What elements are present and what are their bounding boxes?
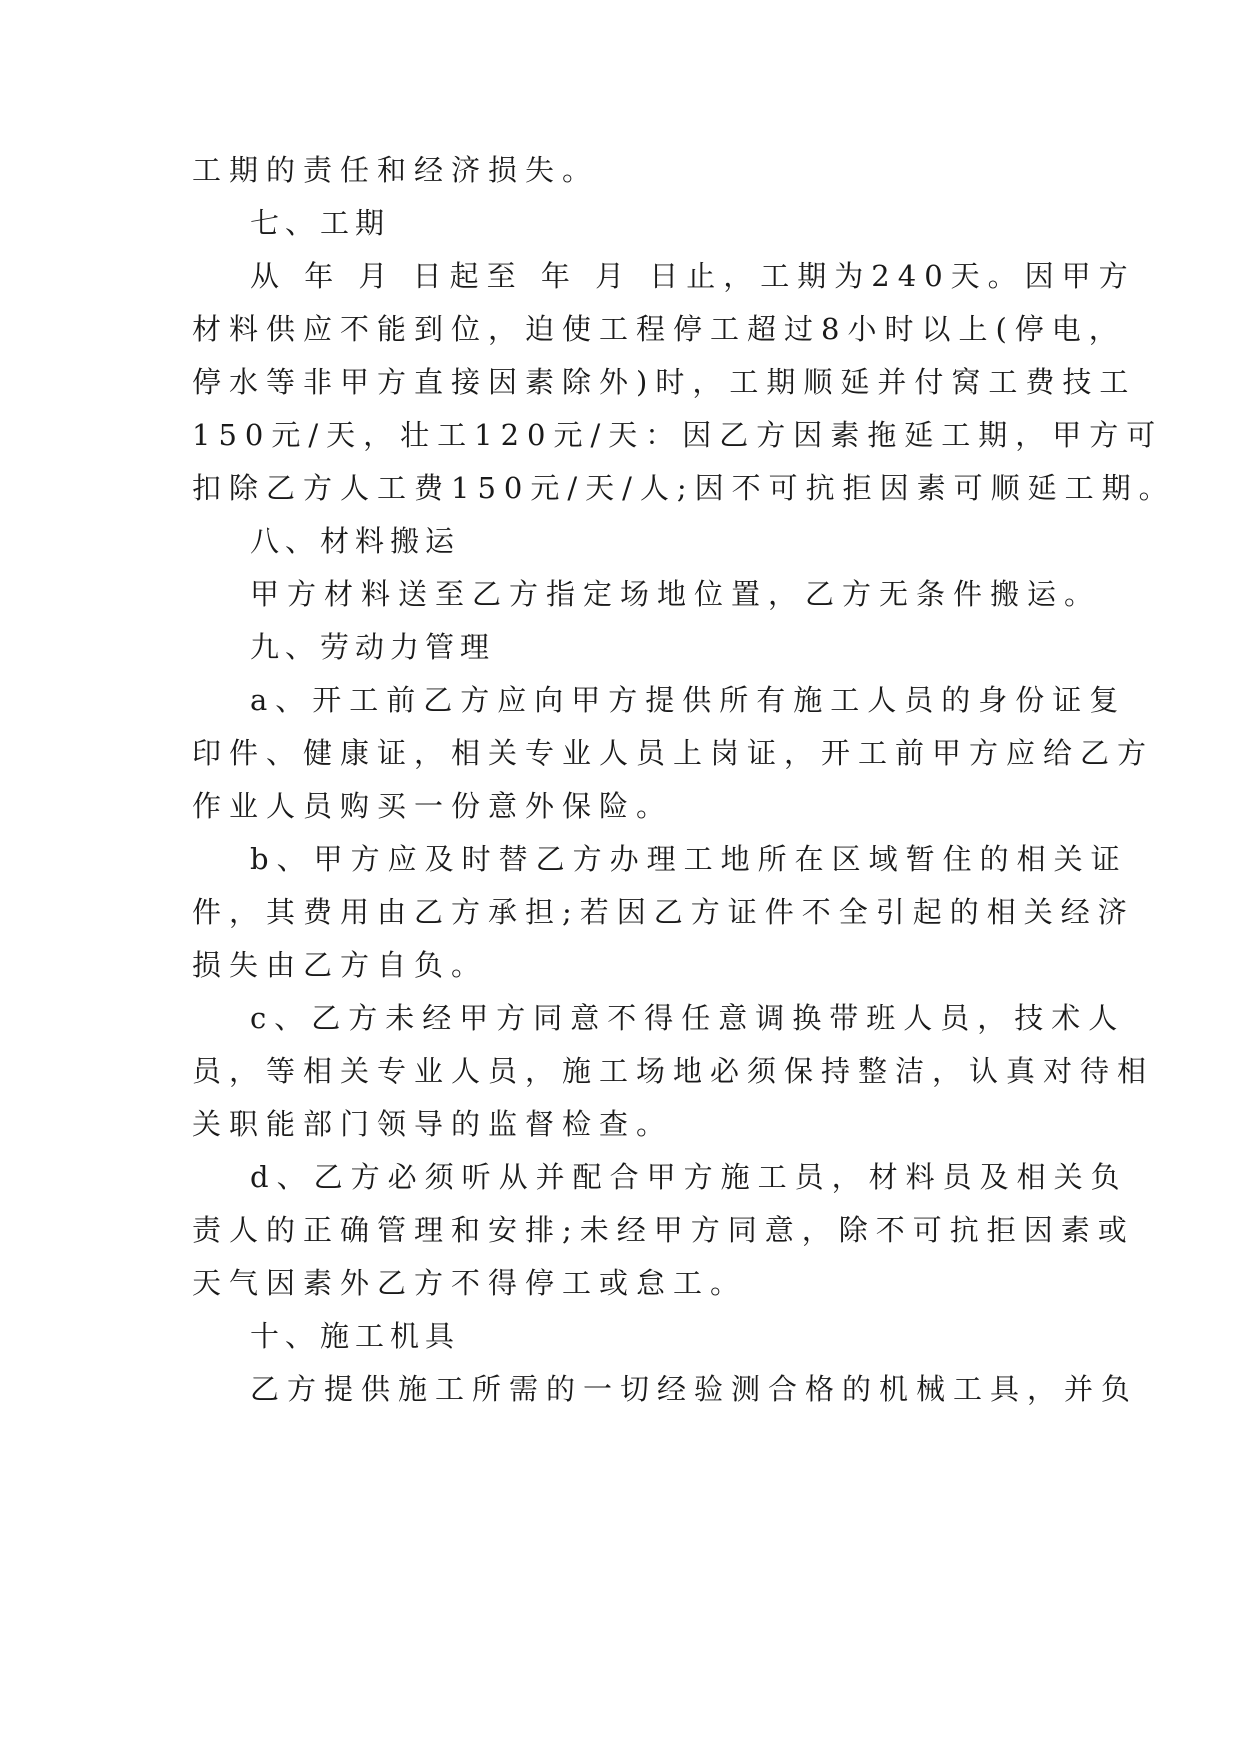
paragraph-line: 责人的正确管理和安排;未经甲方同意，除不可抗拒因素或 — [192, 1213, 1135, 1247]
paragraph-line: 从 年 月 日起至 年 月 日止，工期为240天。因甲方 — [250, 259, 1136, 293]
paragraph-line: 甲方材料送至乙方指定场地位置，乙方无条件搬运。 — [250, 577, 1102, 611]
paragraph-line: 工期的责任和经济损失。 — [192, 153, 600, 187]
paragraph-line: d、乙方必须听从并配合甲方施工员，材料员及相关负 — [250, 1160, 1128, 1194]
paragraph-line: 印件、健康证，相关专业人员上岗证，开工前甲方应给乙方 — [192, 736, 1155, 770]
paragraph-line: a、开工前乙方应向甲方提供所有施工人员的身份证复 — [250, 683, 1127, 717]
paragraph-line: 150元/天，壮工120元/天：因乙方因素拖延工期，甲方可 — [192, 418, 1164, 452]
paragraph-line: 天气因素外乙方不得停工或怠工。 — [192, 1266, 748, 1300]
paragraph-line: 员，等相关专业人员，施工场地必须保持整洁，认真对待相 — [192, 1054, 1155, 1088]
paragraph-line: 乙方提供施工所需的一切经验测合格的机械工具，并负 — [250, 1372, 1139, 1406]
section-heading-material-handling: 八、材料搬运 — [250, 524, 461, 558]
paragraph-line: 停水等非甲方直接因素除外)时，工期顺延并付窝工费技工 — [192, 365, 1137, 399]
paragraph-line: b、甲方应及时替乙方办理工地所在区域暂住的相关证 — [250, 842, 1128, 876]
paragraph-line: 损失由乙方自负。 — [192, 948, 489, 982]
paragraph-line: 扣除乙方人工费150元/天/人;因不可抗拒因素可顺延工期。 — [192, 471, 1176, 505]
section-heading-labor-management: 九、劳动力管理 — [250, 630, 496, 664]
paragraph-line: 关职能部门领导的监督检查。 — [192, 1107, 674, 1141]
section-heading-duration: 七、工期 — [250, 206, 391, 240]
paragraph-line: 材料供应不能到位，迫使工程停工超过8小时以上(停电， — [192, 312, 1126, 346]
paragraph-line: 件，其费用由乙方承担;若因乙方证件不全引起的相关经济 — [192, 895, 1135, 929]
paragraph-line: 作业人员购买一份意外保险。 — [192, 789, 674, 823]
section-heading-construction-machinery: 十、施工机具 — [250, 1319, 461, 1353]
paragraph-line: c、乙方未经甲方同意不得任意调换带班人员，技术人 — [250, 1001, 1126, 1035]
